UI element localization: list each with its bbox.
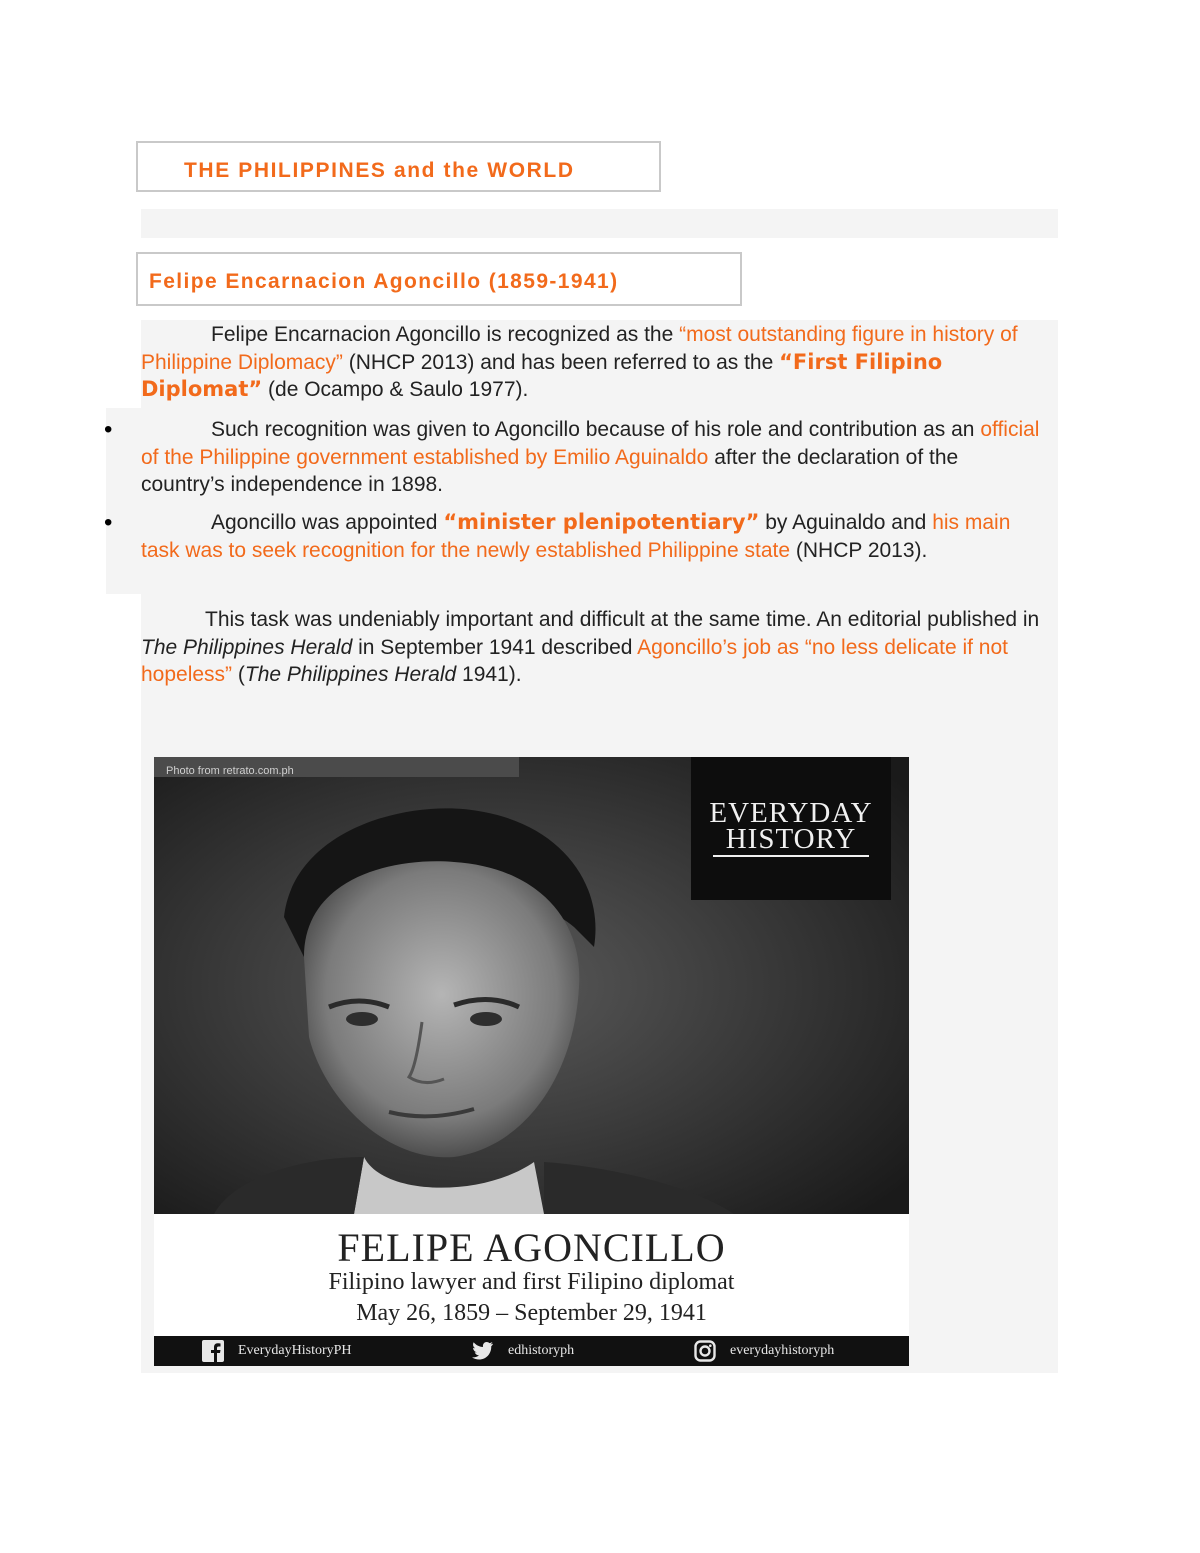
paragraph-2: Such recognition was given to Agoncillo because of his role and contribution as an official of the Philippine government established by Emilio Aguinaldo after the declaration of the country’s independence in 1898. [141,418,1040,496]
bullet-2: • [104,509,113,536]
brand-line-1: EVERYDAY [709,797,873,829]
highlight-main-task: his main task was to seek recognition for the newly established Philippine state [141,511,1011,562]
paragraph-1: Felipe Encarnacion Agoncillo is recognized as the “most outstanding figure in history of Philippine Diplomacy” (NHCP 2013) and has been referred to as the “First Filipino Diplomat” (de Ocampo & Saulo 1977). [141,323,1018,401]
social-instagram: everydayhistoryph [694,1336,834,1366]
course-title: THE PHILIPPINES and the WORLD [184,159,575,182]
caption-name: FELIPE AGONCILLO [337,1225,726,1270]
paragraph-3: Agoncillo was appointed “minister plenipotentiary” by Aguinaldo and his main task was to seek recognition for the newly established Philippine state (NHCP 2013). [141,510,1011,562]
paragraph-4: This task was undeniably important and difficult at the same time. An editorial published in The Philippines Herald in September 1941 described Agoncillo’s job as “no less delicate if not hopeless” (The Philippines Herald 1941). [141,608,1040,686]
caption-subtitle: Filipino lawyer and first Filipino diplomat [328,1269,735,1295]
instagram-icon [694,1340,716,1362]
highlight-delicate: Agoncillo’s job as “no less delicate if not hopeless” [141,635,1008,686]
bullet-1: • [104,416,113,443]
social-twitter: edhistoryph [472,1336,574,1366]
brand-rule [713,855,869,857]
twitter-icon [472,1340,494,1362]
photo-credit: Photo from retrato.com.ph [166,765,294,777]
highlight-minister: “minister plenipotentiary” [443,510,760,534]
section-heading-box [136,252,742,306]
social-bar [154,1336,909,1366]
course-title-box [136,141,661,192]
social-facebook: EverydayHistoryPH [202,1336,352,1366]
portrait-caption [154,1214,909,1336]
facebook-icon [202,1340,224,1362]
section-heading: Felipe Encarnacion Agoncillo (1859-1941) [149,270,619,293]
spacer-band [141,209,1058,238]
highlight-most-outstanding: “most outstanding figure in history of Philippine Diplomacy” [141,323,1018,374]
highlight-official: official of the Philippine government established by Emilio Aguinaldo [141,418,1040,469]
caption-dates: May 26, 1859 – September 29, 1941 [356,1300,707,1326]
brand-logo [691,757,891,900]
brand-line-2: HISTORY [725,823,857,855]
portrait-photo [154,757,909,1214]
highlight-first-diplomat: “First Filipino Diplomat” [141,349,943,401]
